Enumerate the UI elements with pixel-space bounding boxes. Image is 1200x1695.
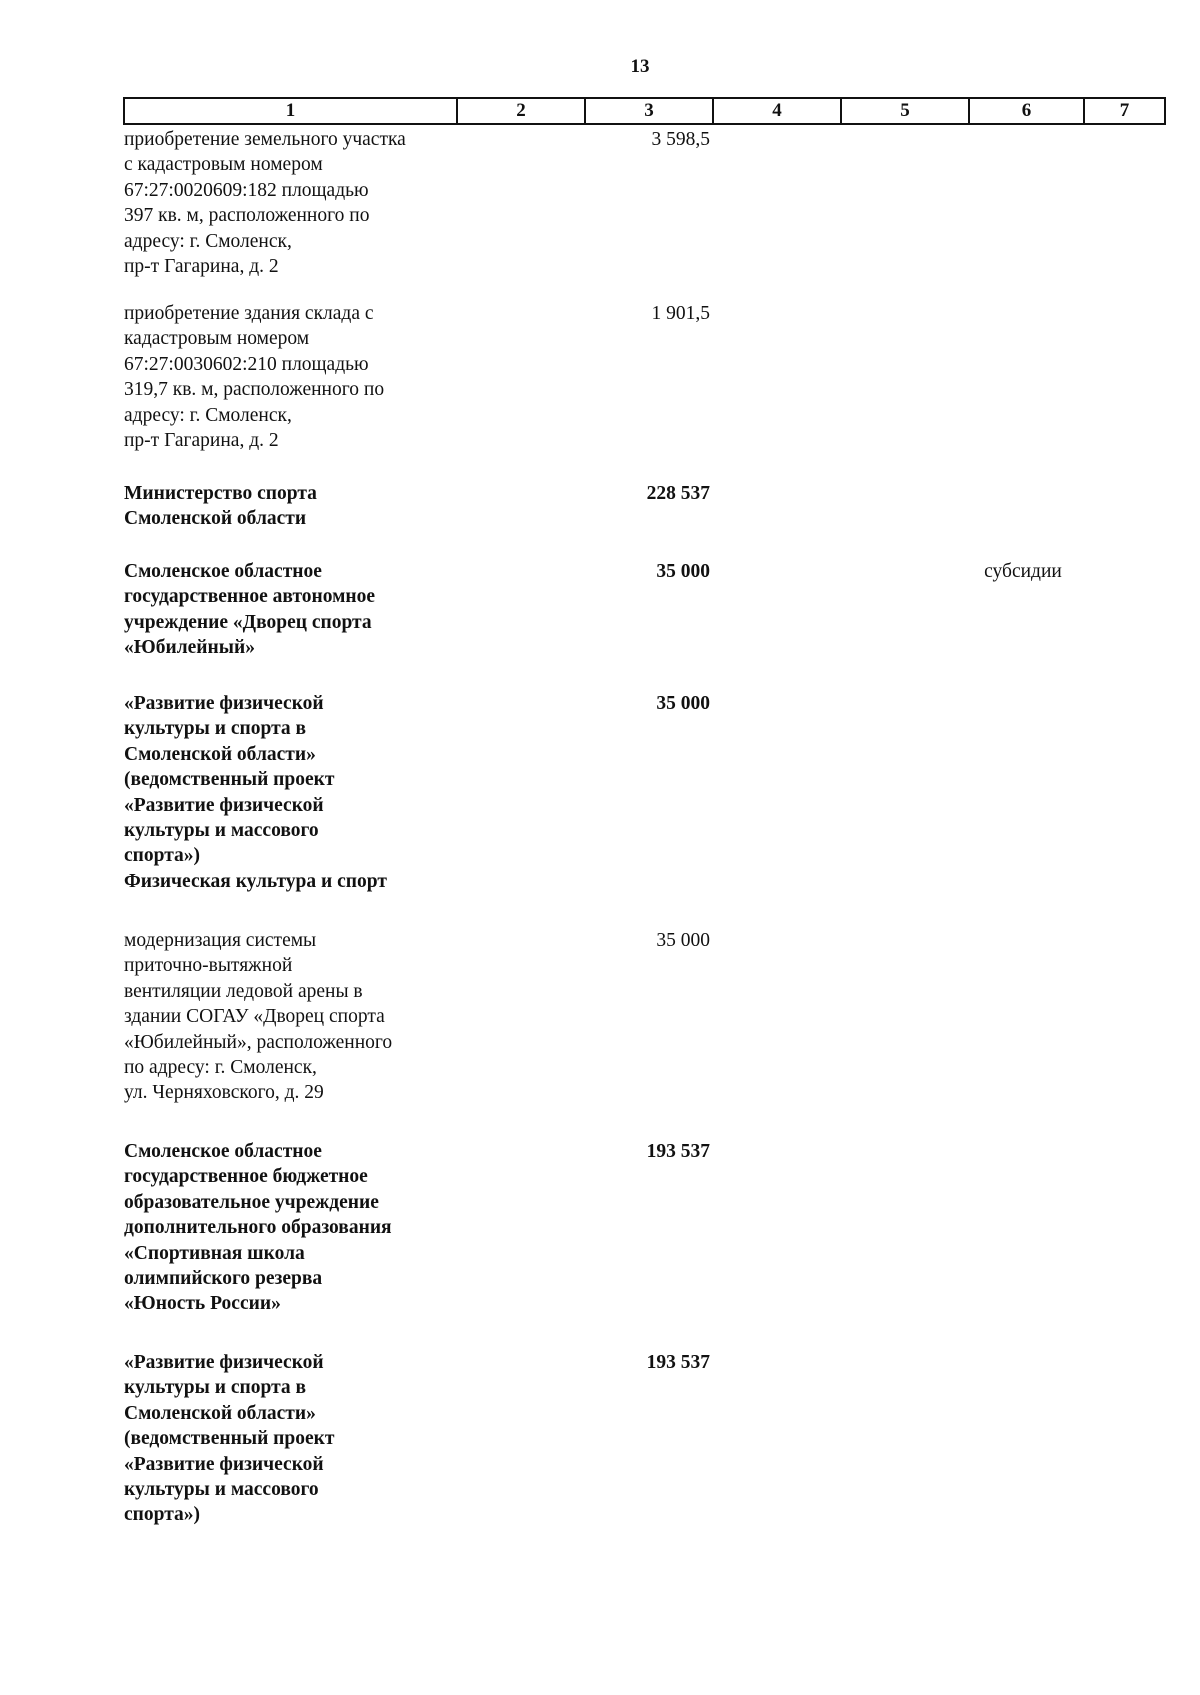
page-number: 13 [630, 56, 650, 77]
column-number-1: 1 [124, 98, 457, 124]
column-number-5: 5 [841, 98, 969, 124]
row-name: Министерство спорта Смоленской области [124, 483, 317, 530]
row-name: «Развитие физической культуры и спорта в Смоленской области» (ведомственный проект «Развитие физической культуры и массового спорта») [124, 1352, 335, 1526]
row-name: приобретение здания склада с кадастровым номером 67:27:0030602:210 площадью 319,7 кв. м, расположенного по адресу: г. Смоленск, пр-т Гагарина, д. 2 [124, 303, 385, 452]
row-amount: 3 598,5 [651, 129, 710, 150]
row-amount: 1 901,5 [651, 303, 710, 324]
row-name: модернизация системы приточно-вытяжной вентиляции ледовой арены в здании СОГАУ «Дворец спорта «Юбилейный», расположенного по адресу: г. Смоленск, ул. Черняховского, д. 29 [124, 930, 393, 1104]
row-name: «Развитие физической культуры и спорта в Смоленской области» (ведомственный проект «Развитие физической культуры и массового спорта») Физическая культура и спорт [124, 693, 387, 892]
row-type: субсидии [984, 561, 1062, 582]
row-amount: 228 537 [646, 483, 710, 504]
row-amount: 35 000 [656, 930, 710, 951]
column-number-4: 4 [713, 98, 841, 124]
row-amount: 35 000 [656, 693, 710, 714]
row-name: Смоленское областное государственное бюджетное образовательное учреждение дополнительного образования «Спортивная школа олимпийского резерва «Юность России» [124, 1141, 392, 1315]
column-number-header [123, 97, 1166, 125]
row-name: Смоленское областное государственное автономное учреждение «Дворец спорта «Юбилейный» [124, 561, 376, 659]
row-amount: 193 537 [646, 1141, 710, 1162]
column-number-7: 7 [1084, 98, 1165, 124]
row-amount: 35 000 [656, 561, 710, 582]
column-number-3: 3 [585, 98, 713, 124]
column-number-6: 6 [969, 98, 1084, 124]
column-number-2: 2 [457, 98, 585, 124]
row-amount: 193 537 [646, 1352, 710, 1373]
row-name: приобретение земельного участка с кадастровым номером 67:27:0020609:182 площадью 397 кв. м, расположенного по адресу: г. Смоленск, пр-т Гагарина, д. 2 [124, 129, 406, 278]
